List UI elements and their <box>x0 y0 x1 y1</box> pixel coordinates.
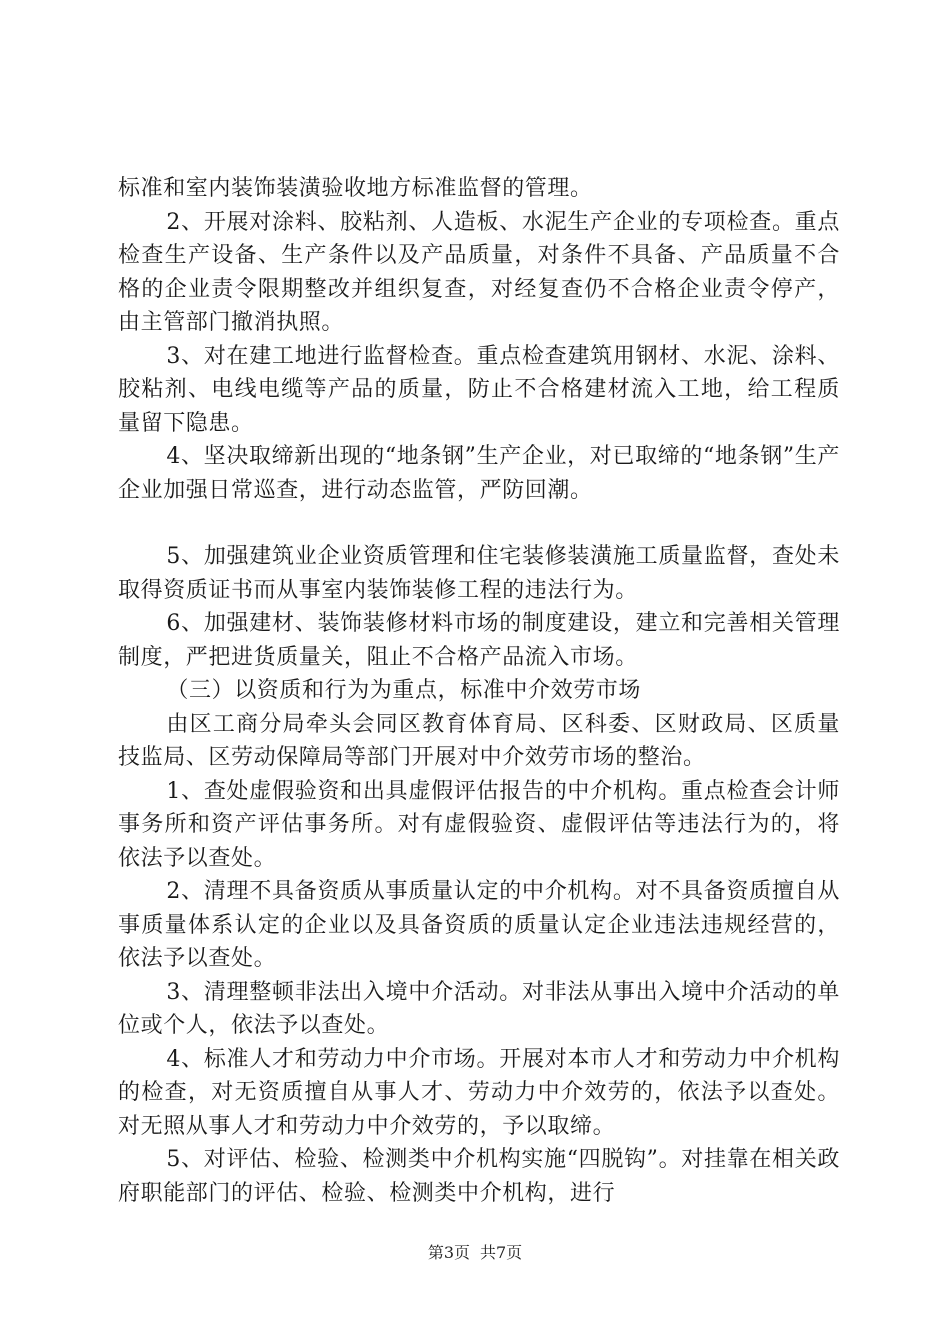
paragraph: 5、对评估、检验、检测类中介机构实施“四脱钩”。对挂靠在相关政府职能部门的评估、检验、检测类中介机构，进行 <box>118 1147 840 1206</box>
paragraph: 2、开展对涂料、胶粘剂、人造板、水泥生产企业的专项检查。重点检查生产设备、生产条件以及产品质量，对条件不具备、产品质量不合格的企业责令限期整改并组织复查，对经复查仍不合格企业责令停产，由主管部门撤消执照。 <box>118 209 840 335</box>
paragraph: 3、对在建工地进行监督检查。重点检查建筑用钢材、水泥、涂料、胶粘剂、电线电缆等产品的质量，防止不合格建材流入工地，给工程质量留下隐患。 <box>118 343 840 436</box>
paragraph: 2、清理不具备资质从事质量认定的中介机构。对不具备资质擅自从事质量体系认定的企业以及具备资质的质量认定企业违法违规经营的，依法予以查处。 <box>118 879 840 971</box>
page-footer <box>0 1243 950 1263</box>
paragraph: 1、查处虚假验资和出具虚假评估报告的中介机构。重点检查会计师事务所和资产评估事务所。对有虚假验资、虚假评估等违法行为的，将依法予以查处。 <box>118 778 840 871</box>
paragraph: 标准和室内装饰装潢验收地方标准监督的管理。 <box>118 176 593 201</box>
paragraph: 4、坚决取缔新出现的“地条钢”生产企业，对已取缔的“地条钢”生产企业加强日常巡查，进行动态监管，严防回潮。 <box>118 444 840 503</box>
paragraph: 4、标准人才和劳动力中介市场。开展对本市人才和劳动力中介机构的检查，对无资质擅自从事人才、劳动力中介效劳的，依法予以查处。对无照从事人才和劳动力中介效劳的，予以取缔。 <box>118 1046 840 1139</box>
paragraph: 3、清理整顿非法出入境中介活动。对非法从事出入境中介活动的单位或个人，依法予以查处。 <box>118 979 840 1038</box>
page-total: 共7页 <box>480 1243 523 1262</box>
page-number: 第3页 <box>427 1243 470 1262</box>
paragraph: 由区工商分局牵头会同区教育体育局、区科委、区财政局、区质量技监局、区劳动保障局等部门开展对中介效劳市场的整治。 <box>118 711 840 770</box>
document-body <box>118 172 840 1210</box>
section-heading: （三）以资质和行为为重点，标准中介效劳市场 <box>166 678 641 703</box>
paragraph: 5、加强建筑业企业资质管理和住宅装修装潢施工质量监督，查处未取得资质证书而从事室内装饰装修工程的违法行为。 <box>118 544 840 603</box>
paragraph: 6、加强建材、装饰装修材料市场的制度建设，建立和完善相关管理制度，严把进货质量关，阻止不合格产品流入市场。 <box>118 611 840 670</box>
